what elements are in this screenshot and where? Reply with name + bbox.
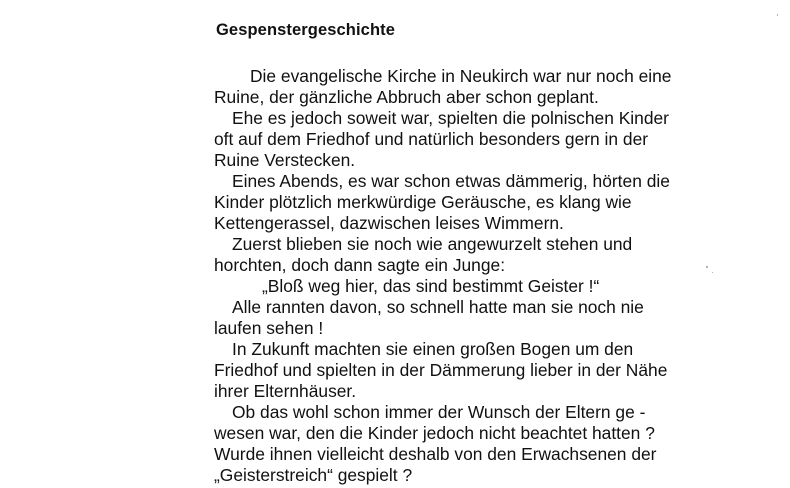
- text-line: Alle rannten davon, so schnell hatte man sie noch nie: [232, 297, 644, 317]
- text-line: In Zukunft machten sie einen großen Bogen um den: [232, 339, 634, 359]
- scan-speck: [777, 14, 778, 16]
- text-line: Die evangelische Kirche in Neukirch war nur noch eine: [250, 66, 672, 86]
- text-line: „Geisterstreich“ gespielt ?: [214, 465, 413, 485]
- text-line: Friedhof und spielten in der Dämmerung lieber in der Nähe: [214, 360, 668, 380]
- text-line: Ruine Verstecken.: [214, 150, 356, 170]
- text-line: Wurde ihnen vielleicht deshalb von den Erwachsenen der: [214, 444, 657, 464]
- scan-speck: [712, 272, 713, 273]
- text-line: Kinder plötzlich merkwürdige Geräusche, es klang wie: [214, 192, 632, 212]
- text-line: Kettengerassel, dazwischen leises Wimmern.: [214, 213, 564, 233]
- text-line: Eines Abends, es war schon etwas dämmerig, hörten die: [232, 171, 670, 191]
- scan-speck: [706, 266, 708, 268]
- text-line: ihrer Elternhäuser.: [214, 381, 357, 401]
- text-line: Ob das wohl schon immer der Wunsch der Eltern ge -: [232, 402, 646, 422]
- quoted-line: „Bloß weg hier, das sind bestimmt Geister !“: [262, 276, 600, 296]
- text-line: Ruine, der gänzliche Abbruch aber schon geplant.: [214, 87, 599, 107]
- text-line: Zuerst blieben sie noch wie angewurzelt stehen und: [232, 234, 633, 254]
- text-line: laufen sehen !: [214, 318, 324, 338]
- text-line: wesen war, den die Kinder jedoch nicht beachtet hatten ?: [214, 423, 655, 443]
- text-line: Ehe es jedoch soweit war, spielten die polnischen Kinder: [232, 108, 669, 128]
- document-title: Gespenstergeschichte: [216, 21, 395, 39]
- text-line: horchten, doch dann sagte ein Junge:: [214, 255, 506, 275]
- text-line: oft auf dem Friedhof und natürlich besonders gern in der: [214, 129, 649, 149]
